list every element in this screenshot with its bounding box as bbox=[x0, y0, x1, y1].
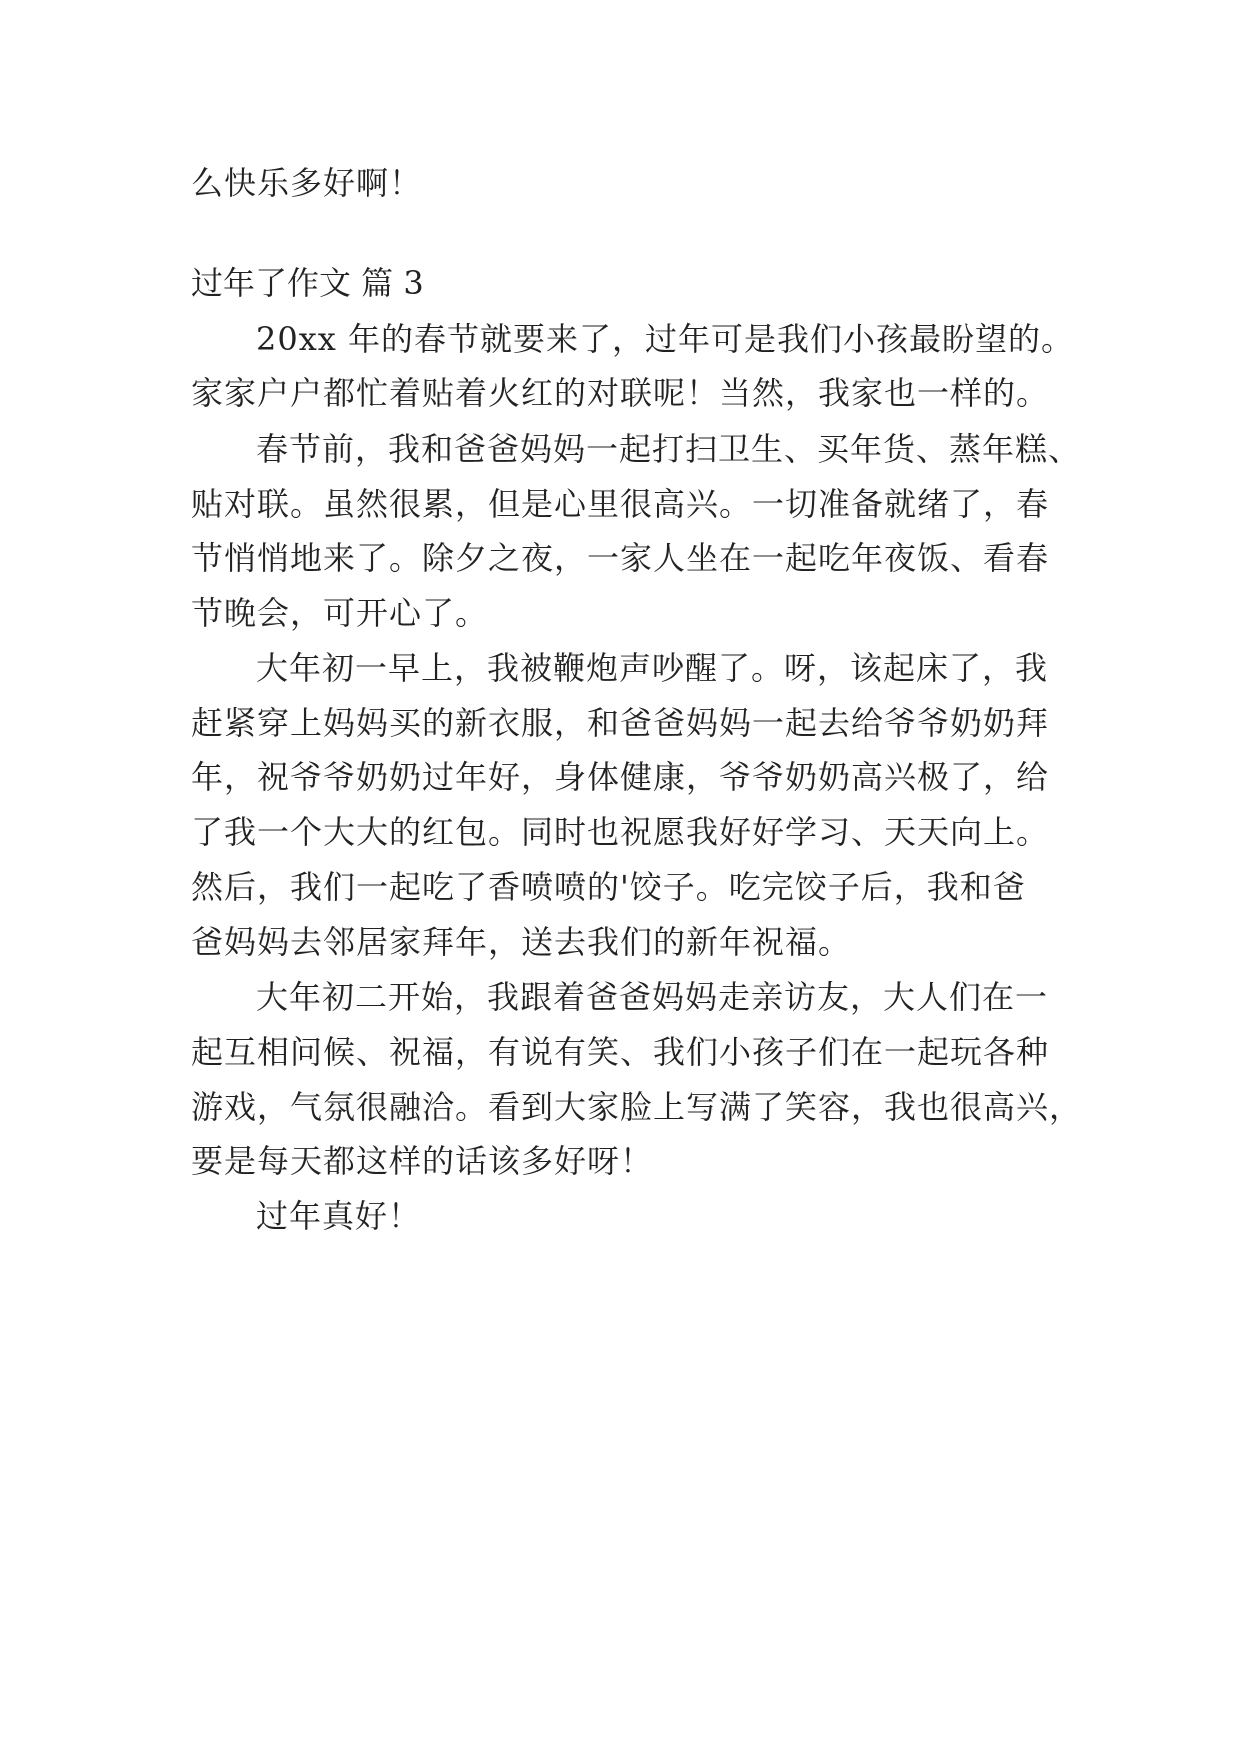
paragraph-4-line-3: 游戏，气氛很融洽。看到大家脸上写满了笑容，我也很高兴， bbox=[191, 1088, 1083, 1126]
text-line-continuation: 么快乐多好啊！ bbox=[191, 164, 423, 202]
paragraph-3-line-5: 然后，我们一起吃了香喷喷的'饺子。吃完饺子后，我和爸 bbox=[191, 868, 1026, 906]
paragraph-4-line-2: 起互相问候、祝福，有说有笑、我们小孩子们在一起玩各种 bbox=[191, 1033, 1050, 1071]
paragraph-4-line-1: 大年初二开始，我跟着爸爸妈妈走亲访友，大人们在一 bbox=[256, 978, 1049, 1016]
paragraph-3-line-3: 年，祝爷爷奶奶过年好，身体健康，爷爷奶奶高兴极了，给 bbox=[191, 758, 1050, 796]
paragraph-1-line-1: 20xx 年的春节就要来了，过年可是我们小孩最盼望的。 bbox=[256, 320, 1074, 358]
paragraph-3-line-6: 爸妈妈去邻居家拜年，送去我们的新年祝福。 bbox=[191, 923, 852, 961]
paragraph-2-line-1: 春节前，我和爸爸妈妈一起打扫卫生、买年货、蒸年糕、 bbox=[256, 430, 1082, 468]
paragraph-3-line-4: 了我一个大大的红包。同时也祝愿我好好学习、天天向上。 bbox=[191, 813, 1050, 851]
closing-line: 过年真好！ bbox=[256, 1197, 422, 1235]
paragraph-2-line-4: 节晚会，可开心了。 bbox=[191, 594, 489, 632]
paragraph-2-line-3: 节悄悄地来了。除夕之夜，一家人坐在一起吃年夜饭、看春 bbox=[191, 539, 1050, 577]
paragraph-3-line-2: 赶紧穿上妈妈买的新衣服，和爸爸妈妈一起去给爷爷奶奶拜 bbox=[191, 704, 1050, 742]
paragraph-3-line-1: 大年初一早上，我被鞭炮声吵醒了。呀，该起床了，我 bbox=[256, 649, 1049, 687]
paragraph-1-line-2: 家家户户都忙着贴着火红的对联呢！当然，我家也一样的。 bbox=[191, 374, 1050, 412]
essay-title: 过年了作文 篇 3 bbox=[191, 264, 424, 302]
paragraph-2-line-2: 贴对联。虽然很累，但是心里很高兴。一切准备就绪了，春 bbox=[191, 485, 1050, 523]
paragraph-4-line-4: 要是每天都这样的话该多好呀！ bbox=[191, 1142, 654, 1180]
